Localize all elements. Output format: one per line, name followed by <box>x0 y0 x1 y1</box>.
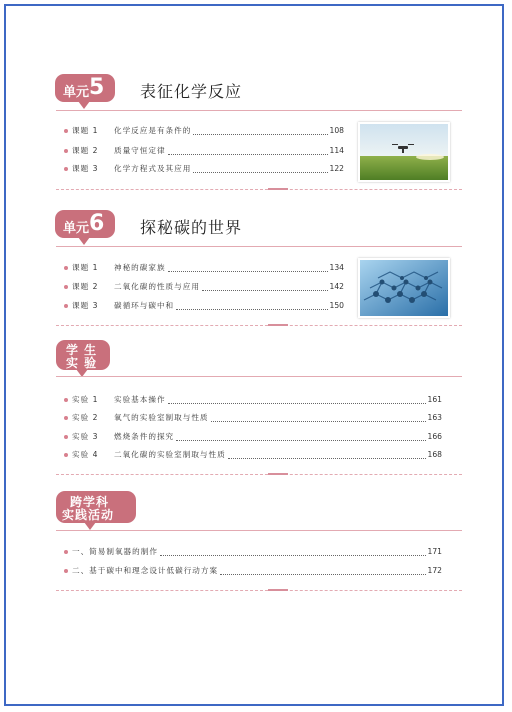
toc-entry[interactable]: 实验 3 燃烧条件的探究 166 <box>72 432 442 442</box>
unit6-badge-tail <box>78 237 90 245</box>
photo-crop-field-drone <box>358 122 450 182</box>
activities-badge: 跨学科 实践活动 <box>56 491 136 523</box>
unit6-badge: 单元 6 <box>55 210 115 238</box>
unit5-badge: 单元 5 <box>55 74 115 102</box>
unit5-badge-tail <box>78 101 90 109</box>
toc-entry[interactable]: 实验 4 二氧化碳的实验室制取与性质 168 <box>72 450 442 460</box>
toc-entry[interactable]: 一、简易制氧器的制作 171 <box>72 547 442 557</box>
toc-entry[interactable]: 课题 1 化学反应是有条件的 108 <box>72 126 344 136</box>
toc-entry[interactable]: 二、基于碳中和理念设计低碳行动方案 172 <box>72 566 442 576</box>
unit6-title: 探秘碳的世界 <box>140 218 243 237</box>
activities-rule <box>56 530 462 531</box>
unit6-divider <box>56 325 462 326</box>
activities-badge-tail <box>84 522 96 530</box>
experiments-divider <box>56 474 462 475</box>
toc-entry[interactable]: 课题 1 神秘的碳家族 134 <box>72 263 344 273</box>
unit6-rule <box>56 246 462 247</box>
toc-entry[interactable]: 课题 3 化学方程式及其应用 122 <box>72 164 344 174</box>
toc-entry[interactable]: 实验 2 氧气的实验室制取与性质 163 <box>72 413 442 423</box>
experiments-rule <box>56 376 462 377</box>
unit5-title: 表征化学反应 <box>140 82 243 101</box>
experiments-badge: 学 生 实 验 <box>56 340 110 370</box>
toc-entry[interactable]: 实验 1 实验基本操作 161 <box>72 395 442 405</box>
activities-divider <box>56 590 462 591</box>
photo-graphene-structure <box>358 258 450 318</box>
toc-entry[interactable]: 课题 2 质量守恒定律 114 <box>72 146 344 156</box>
toc-entry[interactable]: 课题 3 碳循环与碳中和 150 <box>72 301 344 311</box>
toc-entry[interactable]: 课题 2 二氧化碳的性质与应用 142 <box>72 282 344 292</box>
unit5-divider <box>56 189 462 190</box>
unit5-rule <box>56 110 462 111</box>
